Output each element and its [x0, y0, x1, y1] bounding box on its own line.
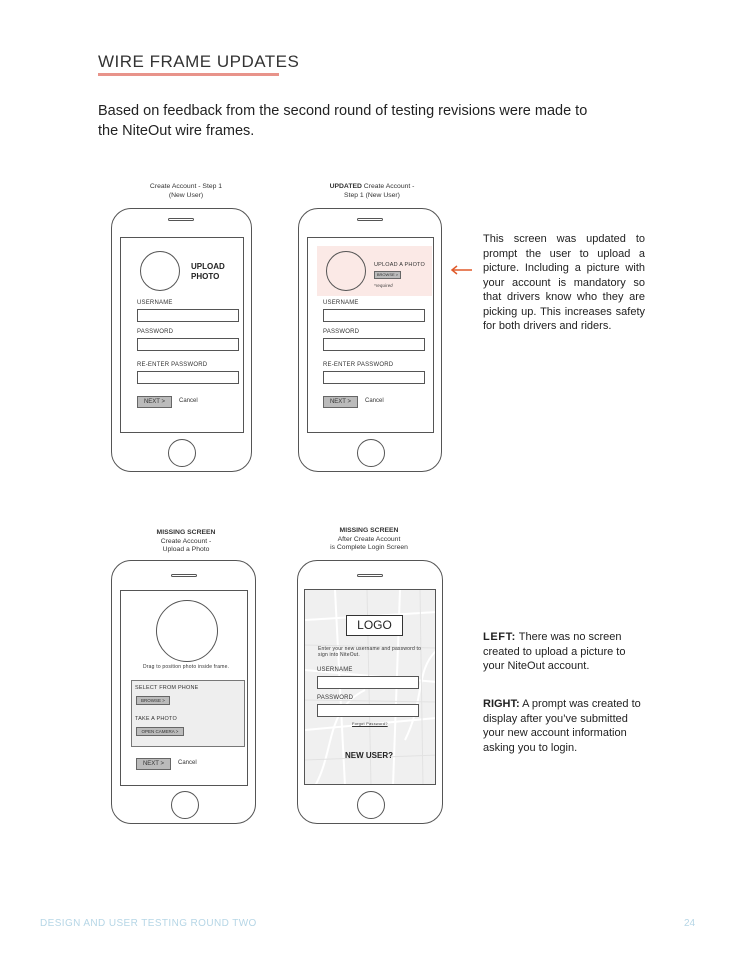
caption-text: Create Account -: [361, 183, 415, 190]
phone-speaker: [171, 574, 197, 577]
password-field[interactable]: [323, 338, 425, 351]
note-updated-screen: This screen was updated to prompt the user to upload a picture. Including a picture with your account is mandatory so that drivers know who they are picking up. This increases safety for both drivers and riders.: [483, 233, 645, 332]
password-field[interactable]: [137, 338, 239, 351]
username-field[interactable]: [317, 676, 419, 689]
caption-line: (New User): [168, 191, 204, 199]
select-from-phone-label: SELECT FROM PHONE: [135, 685, 199, 691]
phone-frame-1: [111, 208, 252, 472]
phone-speaker: [168, 218, 194, 221]
password-label: PASSWORD: [137, 329, 174, 335]
phone-speaker: [357, 574, 383, 577]
note-right-title: RIGHT:: [483, 698, 520, 710]
title-underline: [98, 73, 279, 76]
phone-frame-2: [298, 208, 442, 472]
photo-source-panel: [131, 680, 245, 747]
cancel-link[interactable]: Cancel: [178, 760, 197, 766]
page-title: WIRE FRAME UPDATES: [98, 52, 300, 71]
caption-line: is Complete Login Screen: [330, 544, 408, 551]
page-number: 24: [684, 918, 696, 929]
username-field[interactable]: [137, 309, 239, 322]
phone-screen-1: [120, 237, 244, 433]
username-label: USERNAME: [317, 667, 353, 673]
note-left-title: LEFT:: [483, 631, 516, 643]
upload-line: PHOTO: [191, 272, 220, 281]
caption-line: After Create Account: [337, 535, 401, 543]
phone-speaker: [357, 218, 383, 221]
upload-a-photo-label: UPLOAD A PHOTO: [374, 262, 425, 268]
browse-button[interactable]: BROWSE >: [374, 271, 401, 279]
phone-screen-2: [307, 237, 434, 433]
phone-frame-4: [297, 560, 443, 824]
take-a-photo-label: TAKE A PHOTO: [135, 716, 177, 722]
password-label: PASSWORD: [323, 329, 360, 335]
required-note: *required: [374, 283, 393, 288]
cancel-link[interactable]: Cancel: [179, 398, 198, 404]
next-button[interactable]: NEXT >: [136, 758, 171, 770]
caption-screen-3: [130, 529, 242, 555]
new-user-link[interactable]: NEW USER?: [345, 751, 393, 760]
footer-title: DESIGN AND USER TESTING ROUND TWO: [40, 918, 257, 929]
open-camera-button[interactable]: OPEN CAMERA >: [136, 727, 184, 736]
caption-bold: MISSING SCREEN: [339, 527, 399, 534]
browse-button[interactable]: BROWSE >: [136, 696, 170, 705]
phone-screen-4: [304, 589, 436, 785]
note-left: [483, 630, 645, 674]
upload-line: UPLOAD: [191, 262, 225, 271]
login-instruction: Enter your new username and password to sign into NiteOut.: [318, 646, 422, 658]
next-button[interactable]: NEXT >: [323, 396, 358, 408]
caption-bold: MISSING SCREEN: [156, 529, 216, 536]
reenter-password-label: RE-ENTER PASSWORD: [137, 362, 208, 368]
caption-line: [316, 183, 428, 192]
username-label: USERNAME: [323, 300, 359, 306]
note-right-body: A prompt was created to display after you’ve submitted your new account information asking you to login.: [483, 698, 641, 754]
arrow-left-icon: [449, 264, 473, 276]
reenter-password-label: RE-ENTER PASSWORD: [323, 362, 394, 368]
next-button[interactable]: NEXT >: [137, 396, 172, 408]
password-label: PASSWORD: [317, 695, 354, 701]
caption-bold: UPDATED: [329, 183, 362, 190]
note-left-body: There was no screen created to upload a picture to your NiteOut account.: [483, 631, 626, 672]
phone-frame-3: [111, 560, 256, 824]
reenter-password-field[interactable]: [323, 371, 425, 384]
username-field[interactable]: [323, 309, 425, 322]
home-button: [171, 791, 199, 819]
caption-line: Create Account - Step 1: [149, 183, 223, 190]
photo-crop-frame[interactable]: [156, 600, 218, 662]
caption-screen-4: [313, 527, 425, 553]
username-label: USERNAME: [137, 300, 173, 306]
caption-line: Upload a Photo: [162, 546, 210, 553]
password-field[interactable]: [317, 704, 419, 717]
caption-screen-1: [130, 183, 242, 200]
caption-line: [313, 527, 425, 536]
intro-paragraph: Based on feedback from the second round of testing revisions were made to the NiteOut wire frames.: [98, 103, 588, 139]
home-button: [357, 791, 385, 819]
drag-instruction: Drag to position photo inside frame.: [143, 664, 230, 670]
note-right: [483, 697, 645, 755]
caption-line: [130, 529, 242, 538]
caption-line: Create Account -: [160, 537, 212, 545]
caption-screen-2: [316, 183, 428, 200]
forgot-password-link[interactable]: Forgot Password?: [352, 721, 388, 726]
upload-photo-label: [191, 262, 225, 282]
cancel-link[interactable]: Cancel: [365, 398, 384, 404]
avatar-placeholder[interactable]: [326, 251, 366, 291]
reenter-password-field[interactable]: [137, 371, 239, 384]
phone-screen-3: [120, 590, 248, 786]
home-button: [168, 439, 196, 467]
avatar-placeholder[interactable]: [140, 251, 180, 291]
logo-placeholder: LOGO: [346, 615, 403, 636]
caption-line: Step 1 (New User): [344, 191, 400, 199]
home-button: [357, 439, 385, 467]
